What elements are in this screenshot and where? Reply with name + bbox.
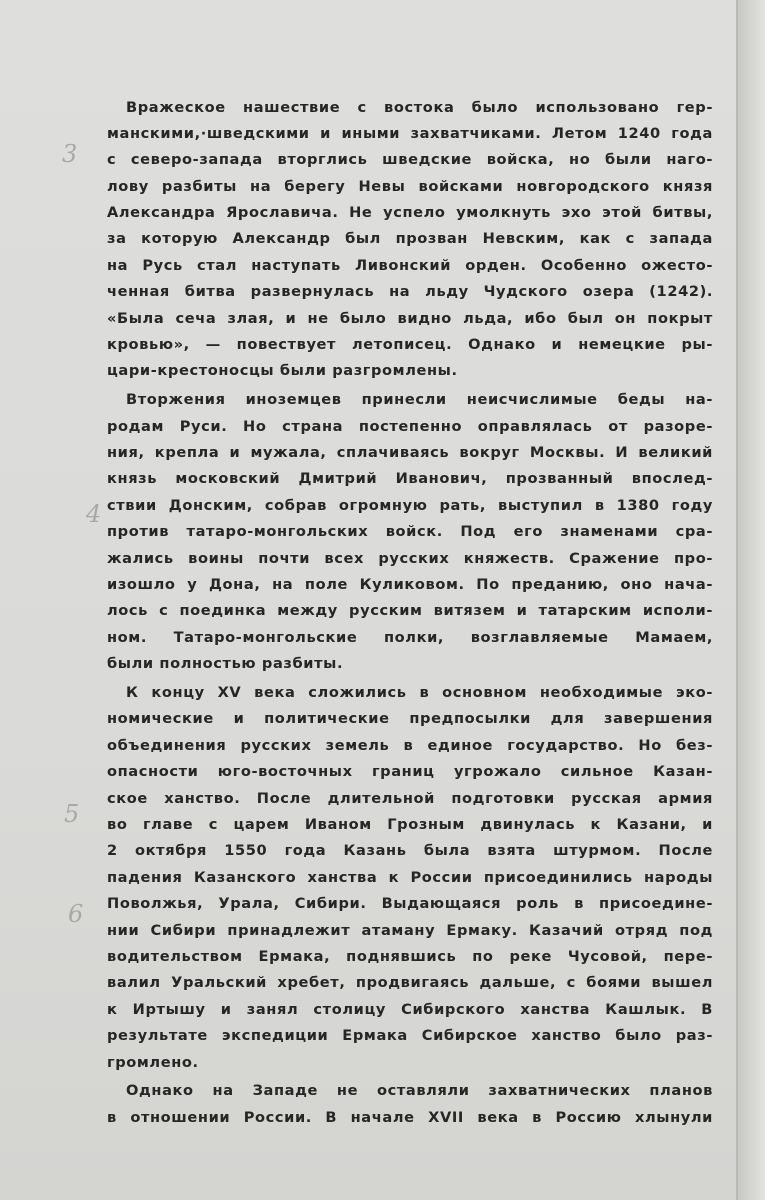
- text-line: кровью», — повествует летописец. Однако и немецкие ры-: [107, 336, 713, 354]
- margin-note: 3: [62, 140, 78, 168]
- paragraph: [107, 680, 713, 1076]
- text-line: водительством Ермака, поднявшись по реке Чусовой, пере-: [107, 948, 713, 965]
- text-line: Вторжения иноземцев принесли неисчислимые беды на-: [126, 391, 713, 409]
- next-page-edge: [738, 0, 765, 1200]
- margin-note: 4: [86, 500, 102, 528]
- text-line: Александра Ярославича. Не успело умолкнуть эхо этой битвы,: [107, 204, 713, 222]
- paragraph: [107, 1078, 713, 1131]
- text-line: с северо-запада вторглись шведские войска, но были наго-: [107, 151, 713, 169]
- text-line: изошло у Дона, на поле Куликовом. По преданию, оно нача-: [107, 576, 713, 594]
- text-line: К концу XV века сложились в основном необходимые эко-: [126, 684, 713, 702]
- text-line: 2 октября 1550 года Казань была взята штурмом. После: [107, 842, 713, 860]
- text-line: Вражеское нашествие с востока было использовано гер-: [126, 98, 713, 116]
- text-line: объединения русских земель в единое государство. Но без-: [107, 736, 713, 754]
- text-line: цари-крестоносцы были разгромлены.: [107, 362, 458, 380]
- text-line: князь московский Дмитрий Иванович, прозванный впослед-: [107, 470, 713, 488]
- text-line: лось с поединка между русским витязем и татарским исполи-: [107, 602, 713, 620]
- text-line: в отношении России. В начале XVII века в Россию хлынули: [107, 1108, 713, 1126]
- text-line: ствии Донским, собрав огромную рать, выступил в 1380 году: [107, 496, 713, 514]
- text-line: во главе с царем Иваном Грозным двинулась к Казани, и: [107, 816, 713, 834]
- text-line: жались воины почти всех русских княжеств. Сражение про-: [107, 549, 713, 567]
- text-line: опасности юго-восточных границ угрожало сильное Казан-: [107, 763, 713, 781]
- text-line: номические и политические предпосылки для завершения: [107, 710, 713, 728]
- text-line: валил Уральский хребет, продвигаясь дальше, с боями вышел: [107, 974, 713, 992]
- text-line: падения Казанского ханства к России присоединились народы: [107, 868, 713, 886]
- text-line: были полностью разбиты.: [107, 655, 344, 673]
- text-line: ченная битва развернулась на льду Чудского озера (1242).: [107, 283, 713, 301]
- text-line: родам Руси. Но страна постепенно оправлялась от разоре-: [107, 417, 713, 435]
- text-line: на Русь стал наступать Ливонский орден. Особенно ожесто-: [107, 256, 713, 274]
- text-line: к Иртышу и занял столицу Сибирского ханства Кашлык. В: [107, 1000, 713, 1018]
- text-line: манскими,·шведскими и иными захватчиками. Летом 1240 года: [107, 124, 713, 142]
- text-line: ния, крепла и мужала, сплачиваясь вокруг Москвы. И великий: [107, 444, 713, 462]
- text-line: ном. Татаро-монгольские полки, возглавляемые Мамаем,: [107, 628, 713, 646]
- text-line: нии Сибири принадлежит атаману Ермаку. Казачий отряд под: [107, 921, 713, 939]
- text-line: «Была сеча злая, и не было видно льда, ибо был он покрыт: [107, 309, 713, 327]
- text-line: Поволжья, Урала, Сибири. Выдающаяся роль в присоедине-: [107, 895, 713, 913]
- text-line: за которую Александр был прозван Невским, как с запада: [107, 230, 713, 248]
- paragraph: [107, 95, 713, 385]
- text-line: результате экспедиции Ермака Сибирское ханство было раз-: [107, 1027, 713, 1045]
- text-line: против татаро-монгольских войск. Под его знаменами сра-: [107, 523, 713, 541]
- margin-note: 6: [68, 900, 84, 928]
- text-line: лову разбиты на берегу Невы войсками новгородского князя: [107, 177, 713, 195]
- text-line: громлено.: [107, 1053, 199, 1071]
- margin-note: 5: [64, 800, 80, 828]
- body-text: [107, 92, 713, 1131]
- text-line: Однако на Западе не оставляли захватнических планов: [126, 1082, 713, 1100]
- text-line: ское ханство. После длительной подготовки русская армия: [107, 789, 713, 807]
- paragraph: [107, 387, 713, 677]
